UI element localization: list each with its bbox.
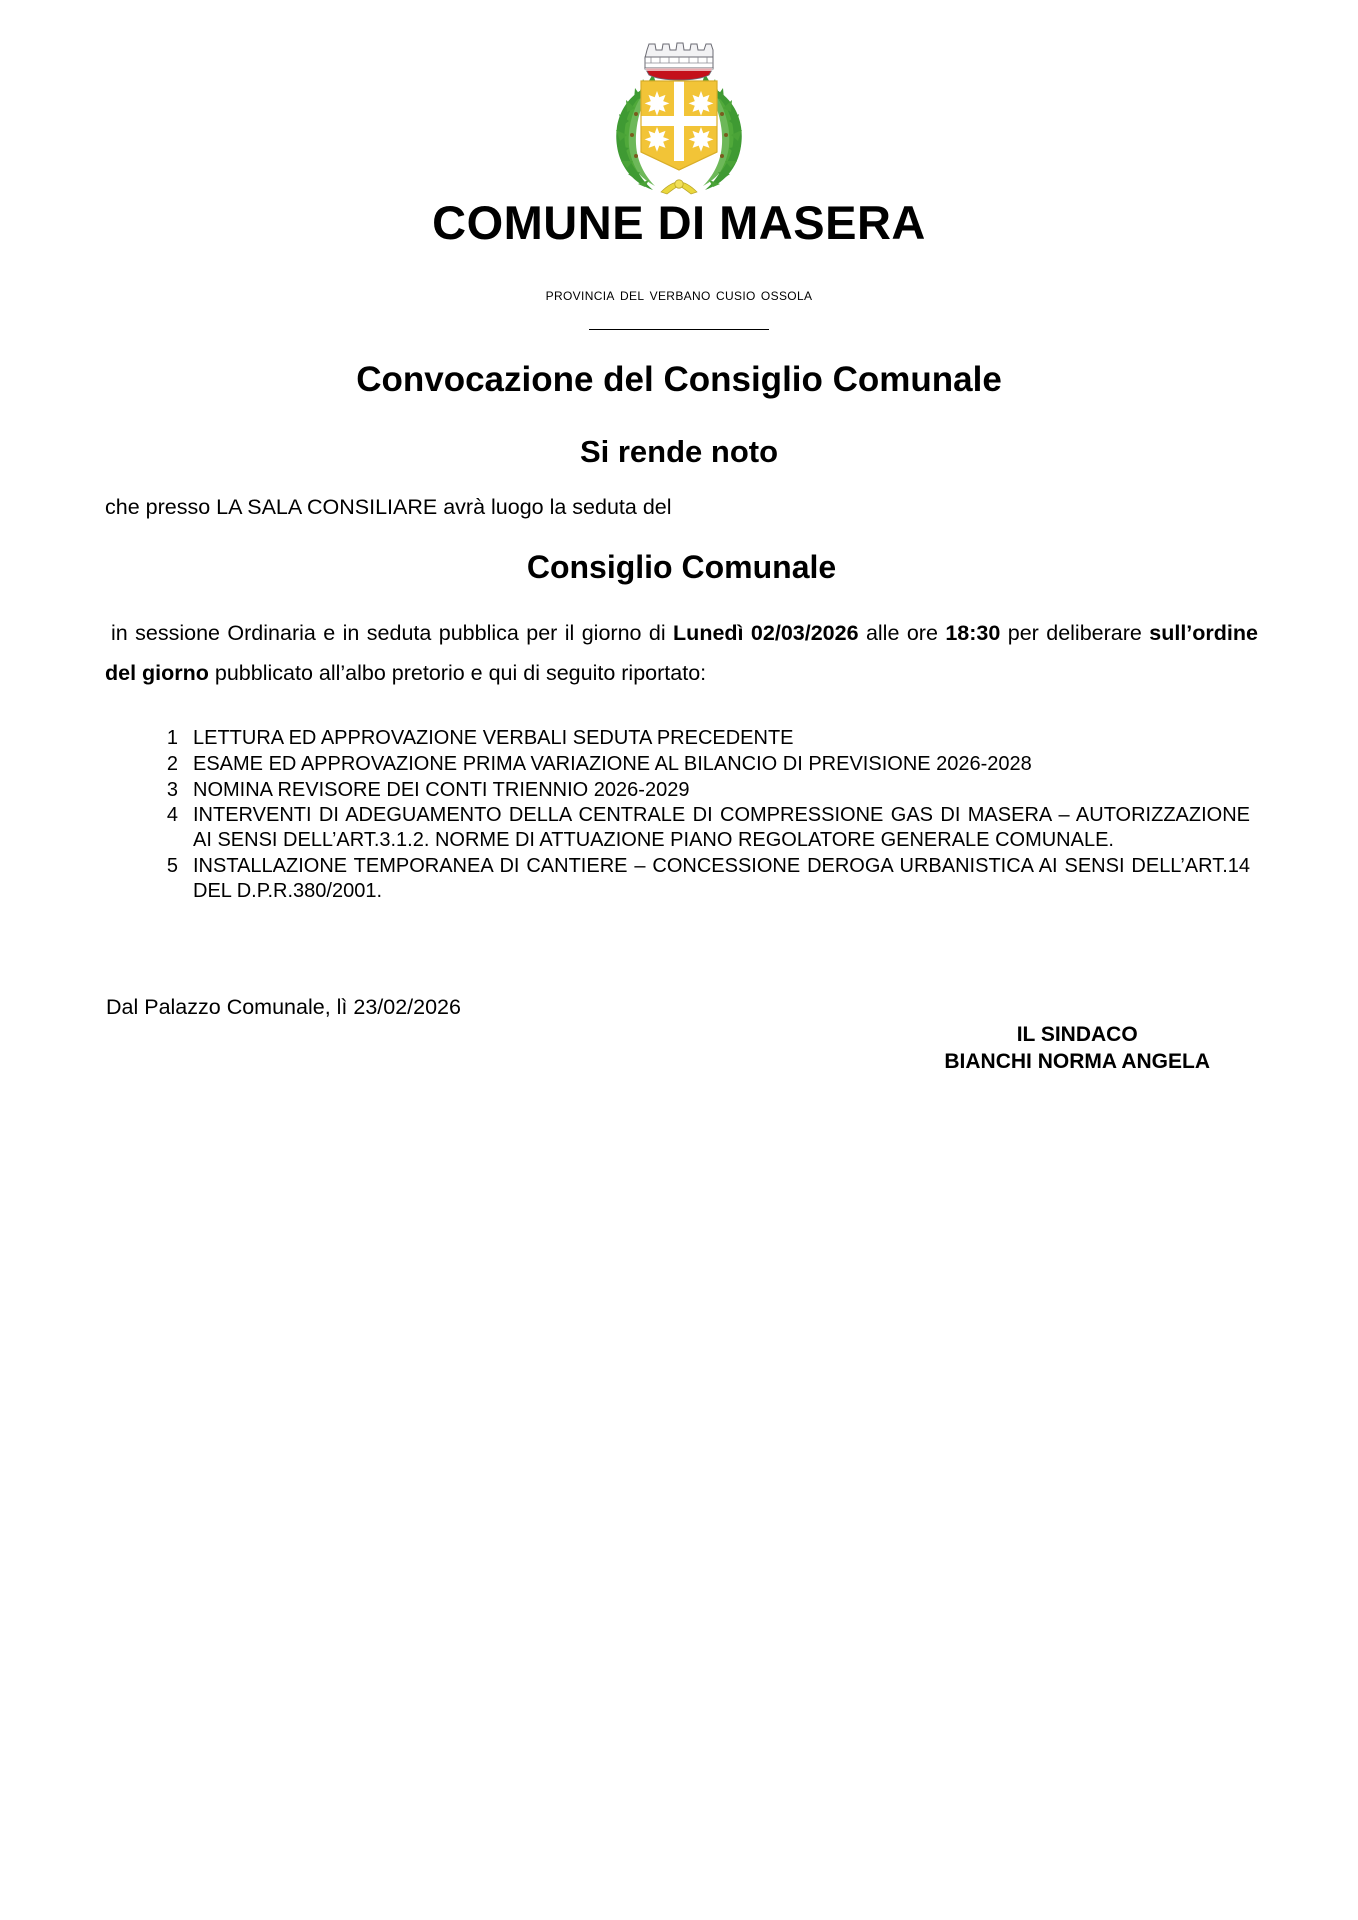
emblem-container xyxy=(0,34,1358,196)
agenda-item-number: 2 xyxy=(166,752,178,775)
agenda-list xyxy=(150,726,1250,905)
session-date: Lunedì 02/03/2026 xyxy=(673,620,859,645)
notice-heading: Si rende noto xyxy=(579,434,779,469)
agenda-item xyxy=(150,726,1250,751)
venue-line-prefix: che presso xyxy=(105,495,217,519)
agenda-item-number: 4 xyxy=(166,804,178,827)
place-and-date: Dal Palazzo Comunale, lì 23/02/2026 xyxy=(106,995,461,1019)
agenda-item-text: LETTURA ED APPROVAZIONE VERBALI SEDUTA PRECEDENTE xyxy=(193,727,794,749)
venue-name: LA SALA CONSILIARE xyxy=(216,495,438,519)
agenda-item-text: INSTALLAZIONE TEMPORANEA DI CANTIERE – CONCESSIONE DEROGA URBANISTICA AI SENSI DELL’ART.14 DEL D.P.R.380/2001. xyxy=(193,854,1250,902)
session-time: 18:30 xyxy=(945,620,1001,645)
agenda-item xyxy=(150,752,1250,777)
session-paragraph xyxy=(105,614,1258,694)
agenda-item xyxy=(150,803,1250,853)
comune-title: COMUNE DI MASERA xyxy=(432,196,926,249)
venue-line-suffix: avrà luogo la seduta del xyxy=(437,495,672,519)
agenda-item xyxy=(150,778,1250,803)
provincia-subtitle: provincia del verbano cusio ossola xyxy=(545,284,813,304)
coat-of-arms-masera-icon xyxy=(591,34,767,196)
council-heading: Consiglio Comunale xyxy=(526,548,837,585)
signature-title: IL SINDACO xyxy=(1016,1023,1138,1046)
agenda-item-number: 5 xyxy=(166,854,178,877)
session-text-4: pubblicato all’albo pretorio e qui di seguito riportato: xyxy=(208,660,707,685)
agenda-item-text: NOMINA REVISORE DEI CONTI TRIENNIO 2026-2029 xyxy=(193,778,690,801)
signature-block xyxy=(944,1022,1210,1076)
agenda-item-number: 3 xyxy=(166,778,178,801)
page-title: Convocazione del Consiglio Comunale xyxy=(356,360,1002,399)
venue-line xyxy=(105,492,1258,523)
signature-name: BIANCHI NORMA ANGELA xyxy=(944,1049,1210,1073)
agenda-item-number: 1 xyxy=(166,727,178,749)
agenda-item xyxy=(150,854,1250,904)
agenda-item-text: ESAME ED APPROVAZIONE PRIMA VARIAZIONE AL BILANCIO DI PREVISIONE 2026-2028 xyxy=(193,752,1032,775)
session-text-1: in sessione Ordinaria e in seduta pubblica per il giorno di xyxy=(111,620,674,645)
session-text-3: per deliberare xyxy=(1000,620,1150,645)
notice-body xyxy=(105,492,1258,693)
session-agenda-emphasis: sull’ordine del giorno xyxy=(105,620,1258,685)
header-divider xyxy=(589,329,769,330)
session-text-2: alle ore xyxy=(858,620,946,645)
agenda-item-text: INTERVENTI DI ADEGUAMENTO DELLA CENTRALE DI COMPRESSIONE GAS DI MASERA – AUTORIZZAZIONE AI SENSI DELL’ART.3.1.2. NORME DI ATTUAZIONE PIANO REGOLATORE GENERALE COMUNALE. xyxy=(193,804,1250,852)
